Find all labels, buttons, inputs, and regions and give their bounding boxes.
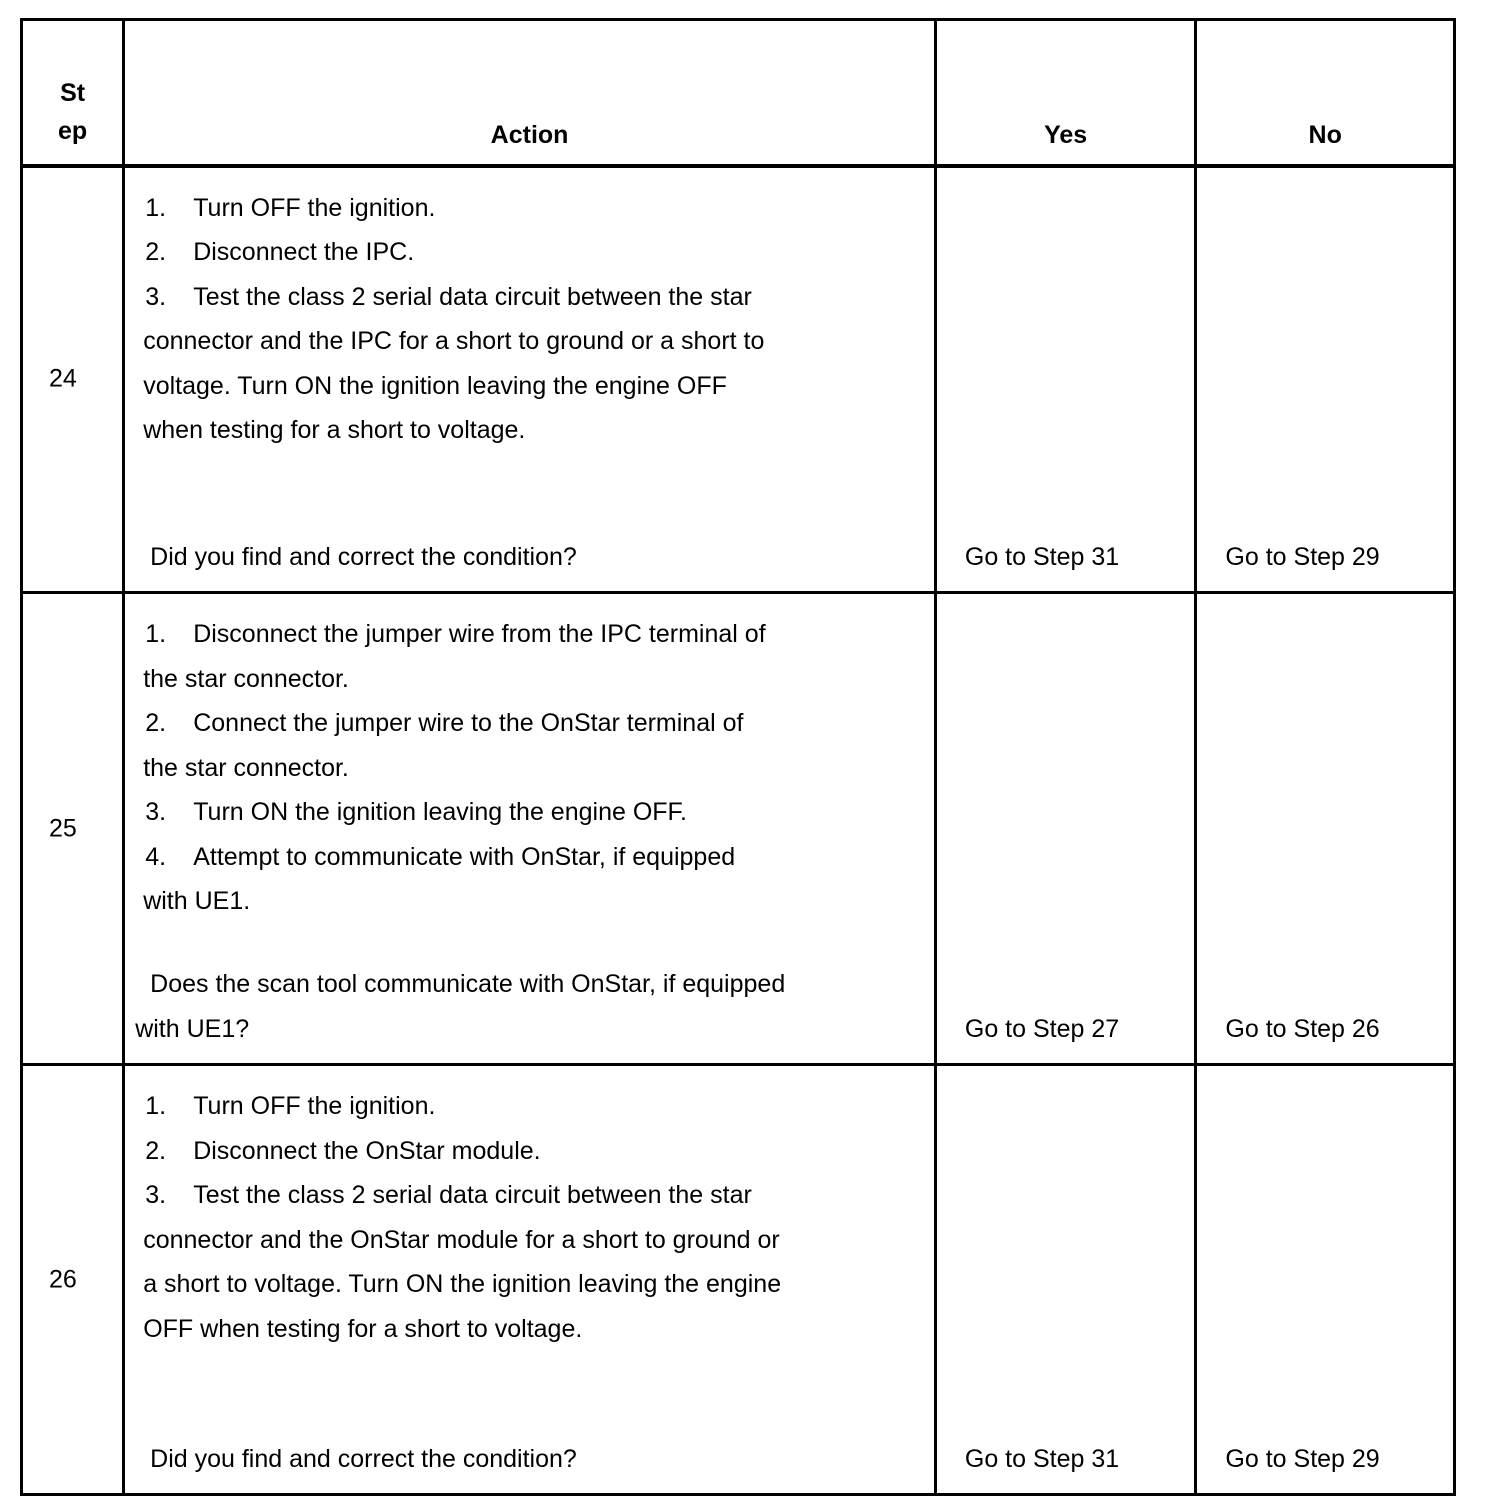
question-text xyxy=(135,962,924,1051)
step-number: 25 xyxy=(49,814,77,842)
table-row xyxy=(22,1065,1455,1495)
header-yes: Yes xyxy=(935,20,1196,166)
no-cell xyxy=(1196,1065,1455,1495)
action-text: Disconnect the jumper wire from the IPC terminal of xyxy=(193,620,766,648)
header-action: Action xyxy=(124,20,936,166)
action-line xyxy=(143,1173,934,1218)
action-text: Disconnect the OnStar module. xyxy=(193,1136,541,1165)
action-line xyxy=(143,657,934,702)
action-number: 2. xyxy=(145,709,167,737)
question-line: Did you find and correct the condition? xyxy=(143,542,577,571)
action-number: 4. xyxy=(145,842,167,871)
action-text: a short to voltage. Turn ON the ignition leaving the engine xyxy=(143,1270,782,1298)
step-cell xyxy=(22,1065,124,1495)
no-result: Go to Step 29 xyxy=(1225,542,1380,571)
question-line: Does the scan tool communicate with OnStar, if equipped xyxy=(143,970,786,998)
action-line xyxy=(143,1084,934,1129)
action-number: 1. xyxy=(145,1092,167,1120)
action-cell xyxy=(124,166,936,593)
action-number: 2. xyxy=(145,238,167,266)
action-text: when testing for a short to voltage. xyxy=(143,416,526,444)
no-result: Go to Step 26 xyxy=(1225,1014,1380,1043)
action-text: connector and the IPC for a short to ground or a short to xyxy=(143,327,765,355)
action-cell xyxy=(124,1065,936,1495)
action-text: Turn OFF the ignition. xyxy=(193,1092,436,1120)
action-cell xyxy=(124,593,936,1065)
yes-result: Go to Step 27 xyxy=(964,1014,1120,1043)
action-line xyxy=(143,746,934,791)
step-cell xyxy=(22,593,124,1065)
action-text: Connect the jumper wire to the OnStar terminal of xyxy=(193,709,744,737)
action-text: Attempt to communicate with OnStar, if equipped xyxy=(193,842,736,871)
action-text: Turn OFF the ignition. xyxy=(193,193,436,222)
action-line xyxy=(143,1262,934,1307)
action-list xyxy=(125,594,934,924)
action-text: the star connector. xyxy=(143,753,349,782)
action-text: the star connector. xyxy=(143,664,349,693)
step-number: 26 xyxy=(49,1265,77,1293)
question-line: with UE1? xyxy=(135,1014,250,1043)
action-line xyxy=(143,879,934,924)
action-text: Test the class 2 serial data circuit between the star xyxy=(193,282,752,311)
question-text xyxy=(143,1437,924,1482)
table-row xyxy=(22,166,1455,593)
action-text: OFF when testing for a short to voltage. xyxy=(143,1314,583,1343)
action-number: 1. xyxy=(145,620,167,648)
action-line xyxy=(143,186,934,231)
action-list xyxy=(125,1066,934,1351)
action-line xyxy=(143,408,934,453)
yes-cell xyxy=(935,1065,1196,1495)
action-number: 3. xyxy=(145,1181,167,1209)
no-cell xyxy=(1196,593,1455,1065)
yes-result: Go to Step 31 xyxy=(964,1444,1120,1473)
action-line xyxy=(143,612,934,657)
action-line xyxy=(143,275,934,320)
yes-cell xyxy=(935,166,1196,593)
action-text: voltage. Turn ON the ignition leaving the engine OFF xyxy=(143,371,727,400)
action-line xyxy=(143,701,934,746)
table-row xyxy=(22,593,1455,1065)
action-line xyxy=(143,230,934,275)
action-number: 3. xyxy=(145,282,167,311)
header-no: No xyxy=(1196,20,1455,166)
action-line xyxy=(143,1129,934,1174)
action-text: Test the class 2 serial data circuit between the star xyxy=(193,1181,752,1209)
header-step xyxy=(22,20,124,166)
action-text: Turn ON the ignition leaving the engine OFF. xyxy=(193,798,687,826)
diagnostic-table xyxy=(20,18,1456,1496)
action-line xyxy=(143,790,934,835)
question-line: Did you find and correct the condition? xyxy=(143,1444,577,1473)
action-line xyxy=(143,364,934,409)
header-step-line2: ep xyxy=(58,116,88,145)
action-number: 2. xyxy=(145,1136,167,1165)
step-cell xyxy=(22,166,124,593)
header-row xyxy=(22,20,1455,166)
action-list xyxy=(125,168,934,453)
question-text xyxy=(143,535,924,580)
action-text: connector and the OnStar module for a short to ground or xyxy=(143,1225,780,1254)
action-text: with UE1. xyxy=(143,887,251,915)
action-line xyxy=(143,835,934,880)
step-number: 24 xyxy=(49,364,77,393)
action-number: 1. xyxy=(145,193,167,222)
action-line xyxy=(143,319,934,364)
no-cell xyxy=(1196,166,1455,593)
yes-result: Go to Step 31 xyxy=(964,542,1120,571)
yes-cell xyxy=(935,593,1196,1065)
action-text: Disconnect the IPC. xyxy=(193,238,415,266)
no-result: Go to Step 29 xyxy=(1225,1444,1380,1473)
header-step-line1: St xyxy=(60,78,86,107)
action-number: 3. xyxy=(145,798,167,826)
action-line xyxy=(143,1218,934,1263)
action-line xyxy=(143,1307,934,1352)
